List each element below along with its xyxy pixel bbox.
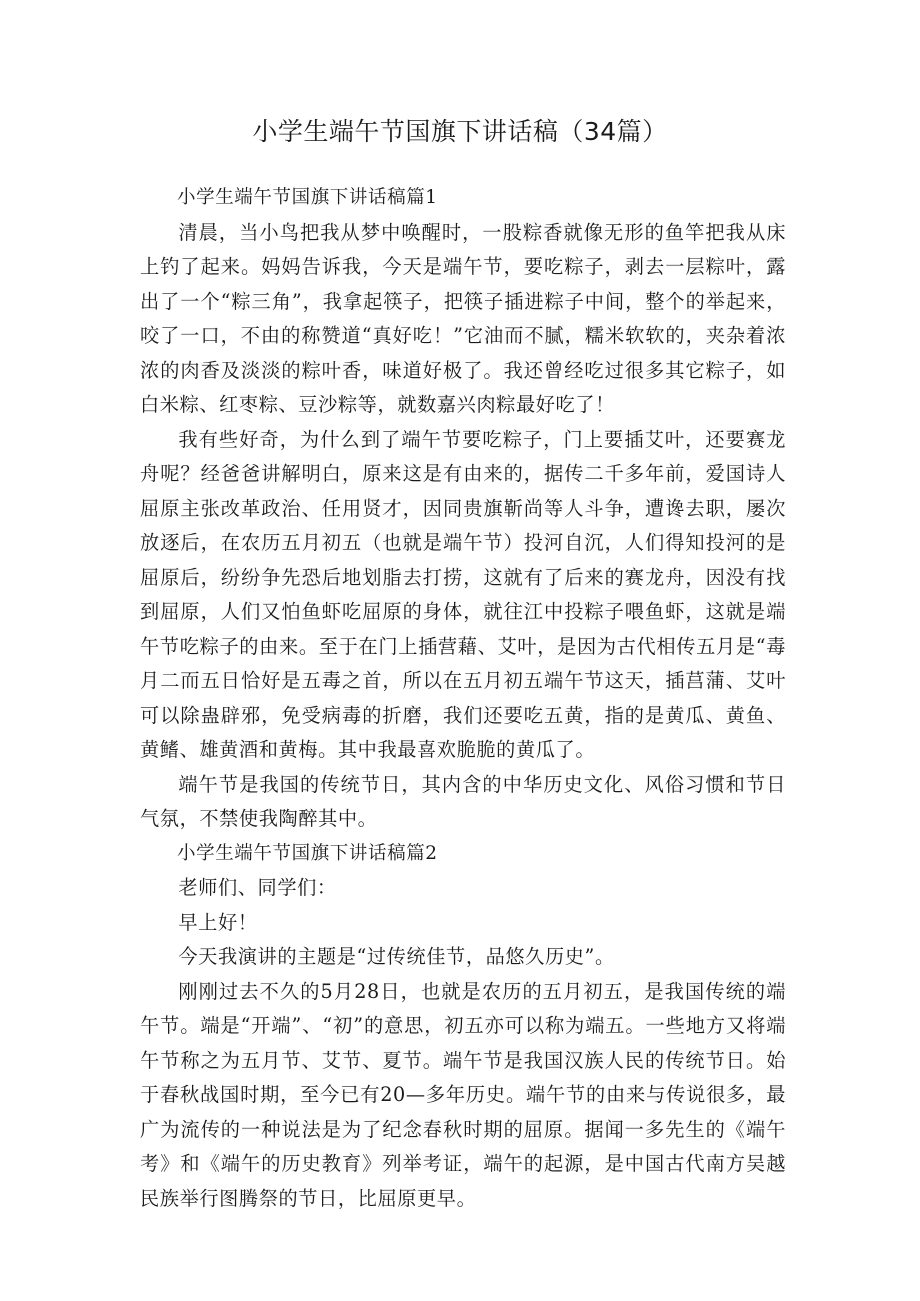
- salutation: 老师们、同学们：: [178, 876, 337, 899]
- document-body: [140, 181, 786, 1217]
- section-heading: 小学生端午节国旗下讲话稿篇2: [177, 842, 438, 864]
- section-heading: 小学生端午节国旗下讲话稿篇1: [177, 187, 438, 208]
- page-clip: [140, 975, 786, 1217]
- paragraph: 端午节是我国的传统节日，其内含的中华历史文化、风俗习惯和节日气氛，不禁使我陶醉其中。: [140, 772, 786, 830]
- greeting: 早上好！: [178, 910, 258, 934]
- paragraph: 清晨，当小鸟把我从梦中唤醒时，一股粽香就像无形的鱼竿把我从床上钓了起来。妈妈告诉我，今天是端午节，要吃粽子，剥去一层粽叶，露出了一个“粽三角”，我拿起筷子，把筷子插进粽子中间，整个的举起来，咬了一口，不由的称赞道“真好吃！”它油而不腻，糯米软软的，夹杂着浓浓的肉香及淡淡的粽叶香，味道好极了。我还曾经吃过很多其它粽子，如白米粽、红枣粽、豆沙粽等，就数嘉兴肉粽最好吃了！: [140, 220, 786, 416]
- paragraph: 今天我演讲的主题是“过传统佳节，品悠久历史”。: [178, 945, 615, 968]
- paragraph: 我有些好奇，为什么到了端午节要吃粽子，门上要插艾叶，还要赛龙舟呢？经爸爸讲解明白，原来这是有由来的，据传二千多年前，爱国诗人屈原主张改革政治、任用贤才，因同贵旗靳尚等人斗争，遭谗去职，屡次放逐后，在农历五月初五（也就是端午节）投河自沉，人们得知投河的是屈原后，纷纷争先恐后地划脂去打捞，这就有了后来的赛龙舟，因没有找到屈原，人们又怕鱼虾吃屈原的身体，就往江中投粽子喂鱼虾，这就是端午节吃粽子的由来。至于在门上插营藉、艾叶，是因为古代相传五月是“毒月二而五日恰好是五毒之首，所以在五月初五端午节这天，插莒蒲、艾叶可以除蛊辟邪，免受病毒的折磨，我们还要吃五黄，指的是黄瓜、黄鱼、黄鳍、雄黄酒和黄梅。其中我最喜欢脆脆的黄瓜了。: [140, 427, 786, 761]
- paragraph: 刚刚过去不久的5月28日，也就是农历的五月初五，是我国传统的端午节。端是“开端”、“初”的意思，初五亦可以称为端五。一些地方又将端午节称之为五月节、艾节、夏节。端午节是我国汉族人民的传统节日。始于春秋战国时期，至今已有20—多年历史。端午节的由来与传说很多，最广为流传的一种说法是为了纪念春秋时期的屈原。据闻一多先生的《端午考》和《端午的历史教育》列举考证，端午的起源，是中国古代南方吴越民族举行图腾祭的节日，比屈原更早。: [140, 979, 786, 1210]
- document-title: 小学生端午节国旗下讲话稿（34篇）: [252, 117, 668, 146]
